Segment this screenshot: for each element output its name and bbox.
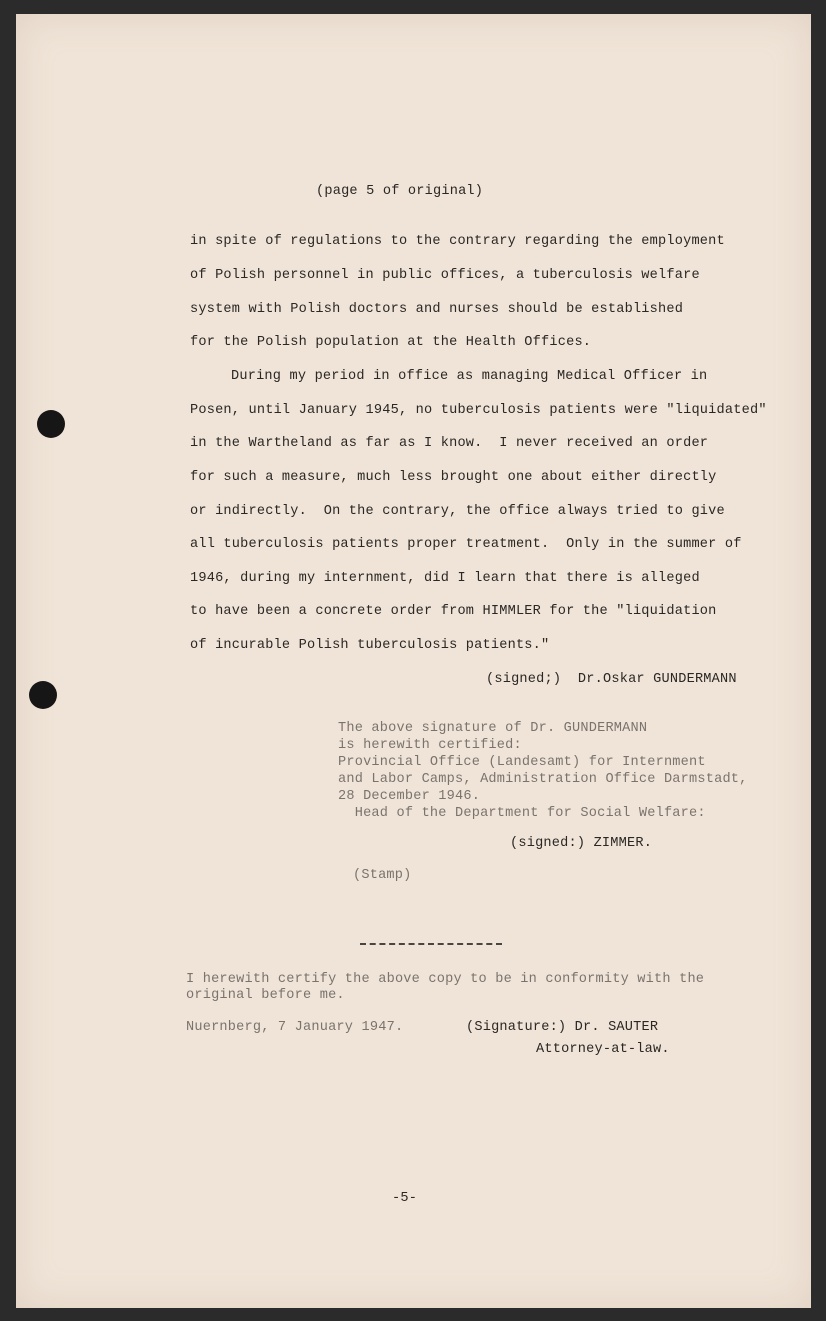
attestation-line: original before me. — [186, 988, 345, 1003]
certification-line: The above signature of Dr. GUNDERMANN — [338, 721, 648, 736]
certification-line: is herewith certified: — [338, 738, 522, 753]
certification-line: Head of the Department for Social Welfare: — [338, 806, 706, 821]
body-line: During my period in office as managing Medical Officer in — [231, 369, 708, 384]
page-header: (page 5 of original) — [316, 184, 484, 199]
body-line: Posen, until January 1945, no tuberculosis patients were "liquidated" — [190, 403, 767, 418]
body-line: in the Wartheland as far as I know. I never received an order — [190, 436, 709, 451]
certification-line: and Labor Camps, Administration Office Darmstadt, — [338, 772, 748, 787]
punch-hole-lower — [29, 681, 57, 709]
gundermann-signature: (signed;) Dr.Oskar GUNDERMANN — [486, 672, 737, 687]
body-line: for such a measure, much less brought one about either directly — [190, 470, 717, 485]
zimmer-signature: (signed:) ZIMMER. — [510, 836, 653, 851]
certification-line: 28 December 1946. — [338, 789, 481, 804]
section-divider — [360, 943, 502, 945]
body-line: of incurable Polish tuberculosis patients." — [190, 638, 550, 653]
body-line: to have been a concrete order from HIMMLER for the "liquidation — [190, 604, 717, 619]
body-line: all tuberculosis patients proper treatment. Only in the summer of — [190, 537, 742, 552]
page-number: -5- — [392, 1191, 418, 1206]
sauter-signature: (Signature:) Dr. SAUTER — [466, 1020, 659, 1035]
place-date: Nuernberg, 7 January 1947. — [186, 1020, 404, 1035]
certification-line: Provincial Office (Landesamt) for Internment — [338, 755, 706, 770]
body-line: system with Polish doctors and nurses should be established — [190, 302, 684, 317]
attorney-title: Attorney-at-law. — [536, 1042, 670, 1057]
attestation-line: I herewith certify the above copy to be in conformity with the — [186, 972, 705, 987]
stamp-note: (Stamp) — [353, 868, 412, 883]
body-line: in spite of regulations to the contrary regarding the employment — [190, 234, 725, 249]
punch-hole-upper — [37, 410, 65, 438]
body-line: 1946, during my internment, did I learn that there is alleged — [190, 571, 700, 586]
body-line: or indirectly. On the contrary, the office always tried to give — [190, 504, 725, 519]
body-line: for the Polish population at the Health Offices. — [190, 335, 592, 350]
document-page — [16, 14, 811, 1308]
body-line: of Polish personnel in public offices, a tuberculosis welfare — [190, 268, 700, 283]
